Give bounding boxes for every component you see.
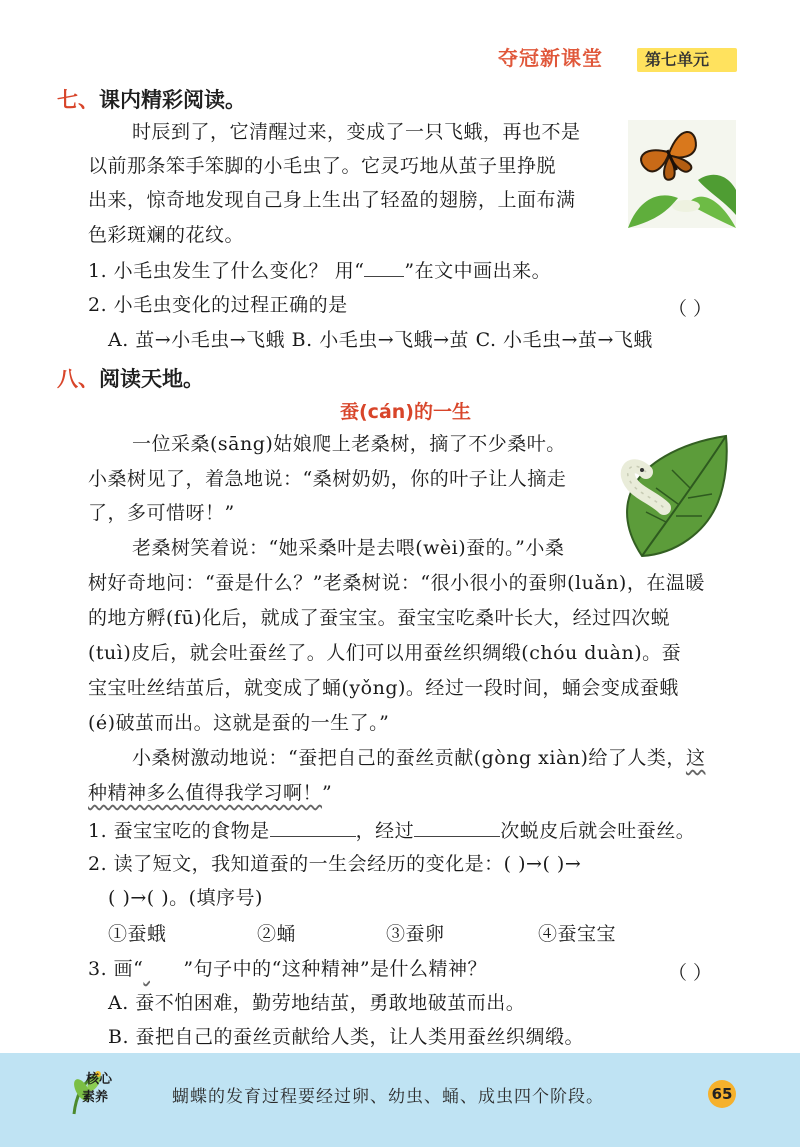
page-number: 65: [708, 1080, 736, 1108]
badge-label-top: 核心: [86, 1072, 113, 1087]
q7-1-text-b: ”在文中画出来。: [404, 260, 552, 282]
story-line: (tuì)皮后，就会吐蚕丝了。人们可以用蚕丝织绸缎(chóu duàn)。蚕: [88, 642, 682, 664]
story-line: 老桑树笑着说：“她采桑叶是去喂(wèi)蚕的。”小桑: [132, 537, 565, 559]
section-8-number: 八、: [57, 367, 99, 391]
q8-2-choice: ③蚕卵: [386, 923, 445, 945]
passage-line: 以前那条笨手笨脚的小毛虫了。它灵巧地从茧子里挣脱: [88, 155, 557, 177]
section-7-title: 课内精彩阅读。: [99, 88, 246, 112]
q8-1-text-b: ，经过: [355, 820, 415, 842]
underline-sample: [364, 258, 404, 277]
q8-3: [88, 957, 487, 981]
section-7-heading: [57, 84, 246, 114]
q8-2-line-2: ( )→( )。(填序号): [108, 887, 263, 909]
wavy-underlined-text: 种精神多么值得我学习啊！: [88, 782, 323, 804]
answer-blank-food[interactable]: [270, 818, 356, 837]
q8-1-text-a: 1. 蚕宝宝吃的食物是: [88, 820, 270, 842]
story-text: ”: [322, 782, 333, 804]
section-8-title: 阅读天地。: [99, 367, 204, 391]
section-7-number: 七、: [57, 88, 99, 112]
passage-line: 时辰到了，它清醒过来，变成了一只飞蛾，再也不是: [132, 121, 581, 143]
story-line: (é)破茧而出。这就是蚕的一生了。”: [88, 712, 390, 734]
q8-3-option-a[interactable]: A. 蚕不怕困难，勤劳地结茧，勇敢地破茧而出。: [108, 992, 526, 1014]
q8-2-choice: ①蚕蛾: [108, 923, 167, 945]
story-title: 蚕(cán)的一生: [340, 401, 471, 423]
q8-2-choice: ②蛹: [257, 923, 297, 945]
wavy-sample: [143, 957, 183, 981]
story-line: 一位采桑(sāng)姑娘爬上老桑树，摘了不少桑叶。: [132, 433, 566, 455]
q8-3-answer-paren[interactable]: （ ）: [668, 962, 713, 984]
brand-logo: 夺冠新课堂: [498, 46, 603, 70]
story-line: 了，多可惜呀！”: [88, 502, 235, 524]
q8-2-line-1: 2. 读了短文，我知道蚕的一生会经历的变化是：( )→( )→: [88, 853, 582, 875]
butterfly-illustration: [628, 120, 736, 228]
wavy-underlined-text: 这: [685, 747, 706, 769]
story-line: [88, 781, 332, 805]
story-line: 小桑树见了，着急地说：“桑树奶奶，你的叶子让人摘走: [88, 468, 567, 490]
q7-2-options: A. 茧→小毛虫→飞蛾 B. 小毛虫→飞蛾→茧 C. 小毛虫→茧→飞蛾: [108, 329, 653, 351]
q8-3-text-b: ”句子中的“这种精神”是什么精神？: [183, 958, 488, 980]
q8-3-text-a: 3. 画“: [88, 958, 144, 980]
passage-line: 出来，惊奇地发现自己身上生出了轻盈的翅膀，上面布满: [88, 189, 576, 211]
story-line: 树好奇地问：“蚕是什么？”老桑树说：“很小很小的蚕卵(luǎn)，在温暖: [88, 572, 705, 594]
silkworm-leaf-illustration: [606, 432, 734, 560]
story-line: 的地方孵(fū)化后，就成了蚕宝宝。蚕宝宝吃桑叶长大，经过四次蜕: [88, 607, 671, 629]
badge-label-bottom: 素养: [82, 1090, 109, 1105]
unit-tag: 第七单元: [637, 48, 737, 72]
story-line: [132, 746, 705, 770]
q8-2-choice: ④蚕宝宝: [538, 923, 617, 945]
q8-1-text-c: 次蜕皮后就会吐蚕丝。: [500, 820, 696, 842]
q8-3-option-b[interactable]: B. 蚕把自己的蚕丝贡献给人类，让人类用蚕丝织绸缎。: [108, 1026, 585, 1048]
section-8-heading: [57, 363, 204, 393]
footer-tip: 蝴蝶的发育过程要经过卵、幼虫、蛹、成虫四个阶段。: [172, 1087, 604, 1107]
q7-1-text-a: 1. 小毛虫发生了什么变化？ 用“: [88, 260, 365, 282]
q7-1: [88, 258, 551, 283]
answer-blank-times[interactable]: [414, 818, 500, 837]
q7-2: 2. 小毛虫变化的过程正确的是: [88, 294, 348, 316]
q8-1: [88, 818, 695, 843]
story-text: 小桑树激动地说：“蚕把自己的蚕丝贡献(gòng xiàn)给了人类，: [132, 747, 686, 769]
story-line: 宝宝吐丝结茧后，就变成了蛹(yǒng)。经过一段时间，蛹会变成蚕蛾: [88, 677, 679, 699]
passage-line: 色彩斑斓的花纹。: [88, 224, 245, 246]
q7-2-answer-paren[interactable]: （ ）: [668, 298, 713, 320]
